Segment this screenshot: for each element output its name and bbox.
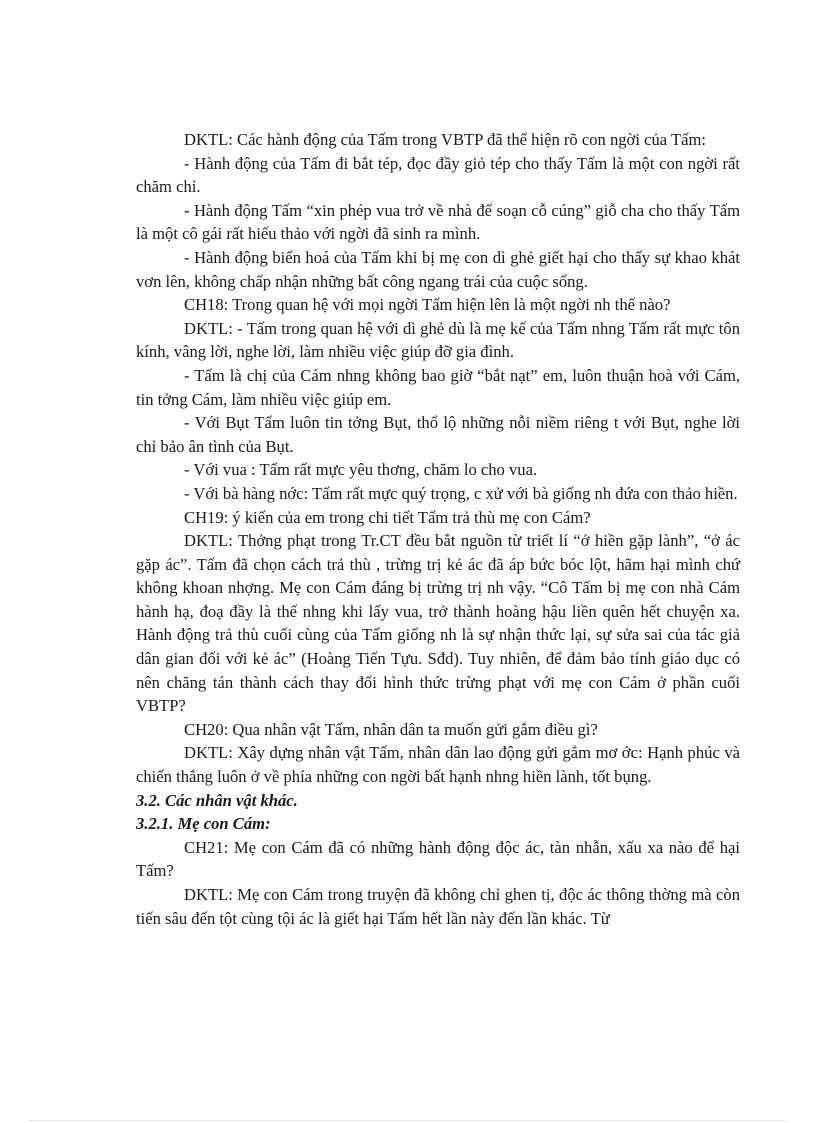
subsection-heading: 3.2.1. Mẹ con Cám: [136,814,271,834]
paragraph: - Với bà hàng nớc: Tấm rất mực quý trọng, c xử với bà giống nh đứa con thảo hiền. [184,483,738,503]
document-body [136,128,740,930]
page-bottom-divider [30,1120,786,1121]
paragraph: - Hành động biến hoá của Tấm khi bị mẹ con dì ghẻ giết hại cho thấy sự khao khát vơn lên, không chấp nhận những bất công ngang trái của cuộc sống. [136,247,740,291]
question-paragraph: CH19: ý kiến của em trong chi tiết Tấm trả thù mẹ con Cám? [184,507,591,527]
paragraph: DKTL: Các hành động của Tấm trong VBTP đã thể hiện rõ con ngời của Tấm: [184,130,706,149]
paragraph: DKTL: Thởng phạt trong Tr.CT đều bắt nguồn từ triết lí “ở hiền gặp lành”, “ở ác gặp ác”. Tấm đã chọn cách trả thù , trừng trị kẻ ác đã áp bức bóc lột, hãm hại mình chứ không khoan nhợng. Mẹ con Cám đáng bị trừng trị nh vậy. “Cô Tấm bị mẹ con nhà Cám hành hạ, đoạ đầy là thế nhng khi lấy vua, trở thành hoàng hậu liền quên hết chuyện xa. Hành động trả thù cuối cùng của Tấm giống nh là sự nhận thức lại, sự sửa sai của tác giả dân gian đối với kẻ ác” (Hoàng Tiến Tựu. Sđd). Tuy nhiên, để đảm bảo tính giáo dục có nên chăng tán thành cách thay đổi hình thức trừng phạt với mẹ con Cám ở phần cuối VBTP? [136,531,740,716]
question-paragraph: CH21: Mẹ con Cám đã có những hành động độc ác, tàn nhẫn, xấu xa nào để hại Tấm? [136,837,740,881]
paragraph: DKTL: - Tấm trong quan hệ với dì ghẻ dù là mẹ kế của Tấm nhng Tấm rất mực tôn kính, vâng lời, nghe lời, làm nhiều việc giúp đỡ gia đình. [136,318,740,362]
paragraph: DKTL: Mẹ con Cám trong truyện đã không chỉ ghen tị, độc ác thông thờng mà còn tiến sâu đến tột cùng tội ác là giết hại Tấm hết lần này đến lần khác. Từ [136,885,740,928]
question-paragraph: CH18: Trong quan hệ với mọi ngời Tấm hiện lên là một ngời nh thế nào? [184,295,671,315]
paragraph: - Với Bụt Tấm luôn tin tởng Bụt, thổ lộ những nỗi niềm riêng t với Bụt, nghe lời chỉ bảo ân tình của Bụt. [136,413,740,456]
paragraph: - Hành động của Tấm đi bắt tép, đọc đầy giỏ tép cho thấy Tấm là một con ngời rất chăm chỉ. [136,153,740,197]
question-paragraph: CH20: Qua nhân vật Tấm, nhân dân ta muốn gửi gắm điều gì? [184,719,598,739]
paragraph: - Tấm là chị của Cám nhng không bao giờ “bắt nạt” em, luôn thuận hoà với Cám, tin tởng Cám, làm nhiều việc giúp em. [136,365,740,409]
paragraph: - Với vua : Tấm rất mực yêu thơng, chăm lo cho vua. [184,460,538,480]
paragraph: DKTL: Xây dựng nhân vật Tấm, nhân dân lao động gửi gắm mơ ớc: Hạnh phúc và chiến thắng luôn ở về phía những con ngời bất hạnh nhng hiền lành, tốt bụng. [136,743,740,787]
paragraph: - Hành động Tấm “xin phép vua trở về nhà để soạn cỗ cúng” giỗ cha cho thấy Tấm là một cô gái rất hiếu thảo với ngời đã sinh ra mình. [136,200,740,244]
section-heading: 3.2. Các nhân vật khác. [136,790,298,810]
